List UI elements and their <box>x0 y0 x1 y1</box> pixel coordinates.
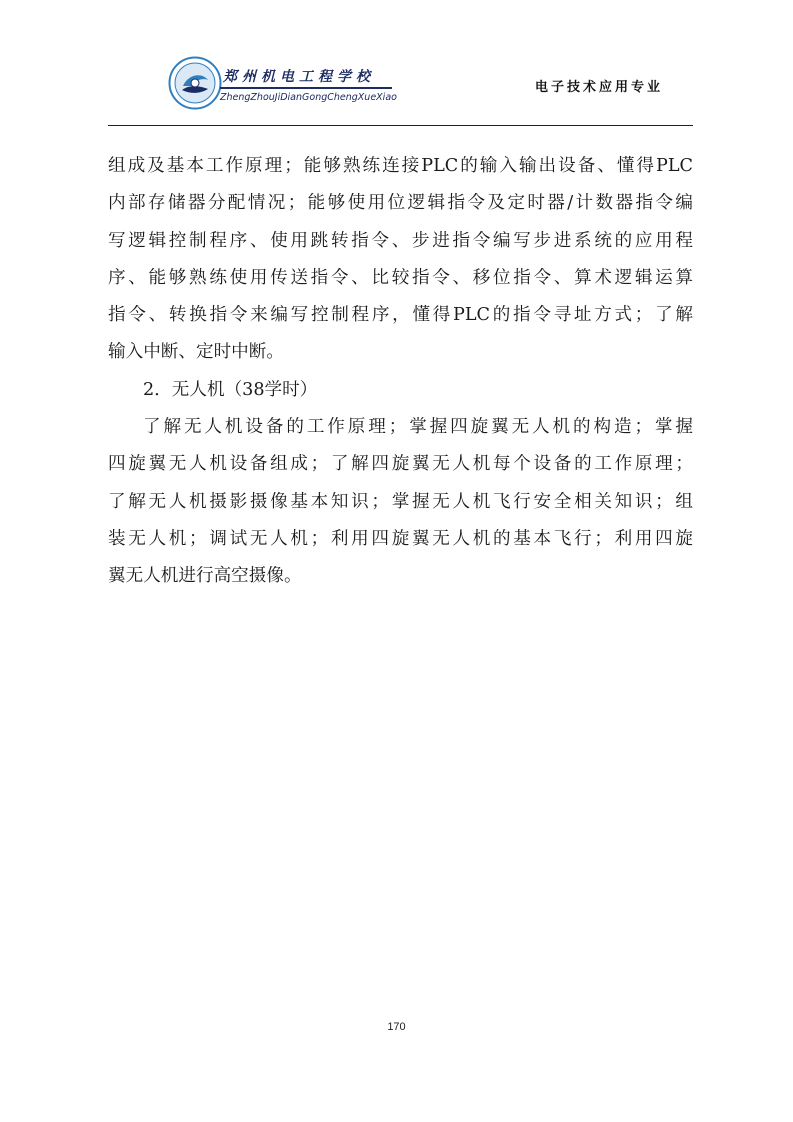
body-line: 内部存储器分配情况；能够使用位逻辑指令及定时器/计数器指令编 <box>108 193 693 214</box>
major-name: 电子技术应用专业 <box>534 80 663 95</box>
section-line: 了解无人机设备的工作原理；掌握四旋翼无人机的构造；掌握 <box>143 417 693 438</box>
section-line: 了解无人机摄影摄像基本知识；掌握无人机飞行安全相关知识；组 <box>108 491 693 512</box>
body-line: 指令、转换指令来编写控制程序，懂得PLC的指令寻址方式；了解 <box>108 305 693 326</box>
document-body <box>108 148 693 596</box>
page-header <box>108 44 693 126</box>
section-line: 四旋翼无人机设备组成；了解四旋翼无人机每个设备的工作原理； <box>108 454 693 475</box>
section-line: 翼无人机进行高空摄像。 <box>108 566 302 587</box>
header-divider <box>108 125 693 126</box>
school-name: 郑州机电工程学校 <box>223 69 375 85</box>
logo-underline <box>220 87 392 89</box>
body-line: 写逻辑控制程序、使用跳转指令、步进指令编写步进系统的应用程 <box>108 230 693 251</box>
school-emblem-icon <box>168 56 222 110</box>
body-line: 输入中断、定时中断。 <box>108 342 284 363</box>
section-heading: 2．无人机（38学时） <box>143 379 318 400</box>
section-line: 装无人机；调试无人机；利用四旋翼无人机的基本飞行；利用四旋 <box>108 528 693 549</box>
body-line: 组成及基本工作原理；能够熟练连接PLC的输入输出设备、懂得PLC <box>108 156 693 176</box>
page-number: 170 <box>387 1021 406 1033</box>
body-line: 序、能够熟练使用传送指令、比较指令、移位指令、算术逻辑运算 <box>108 267 693 288</box>
school-pinyin: ZhengZhouJiDianGongChengXueXiao <box>220 92 397 103</box>
